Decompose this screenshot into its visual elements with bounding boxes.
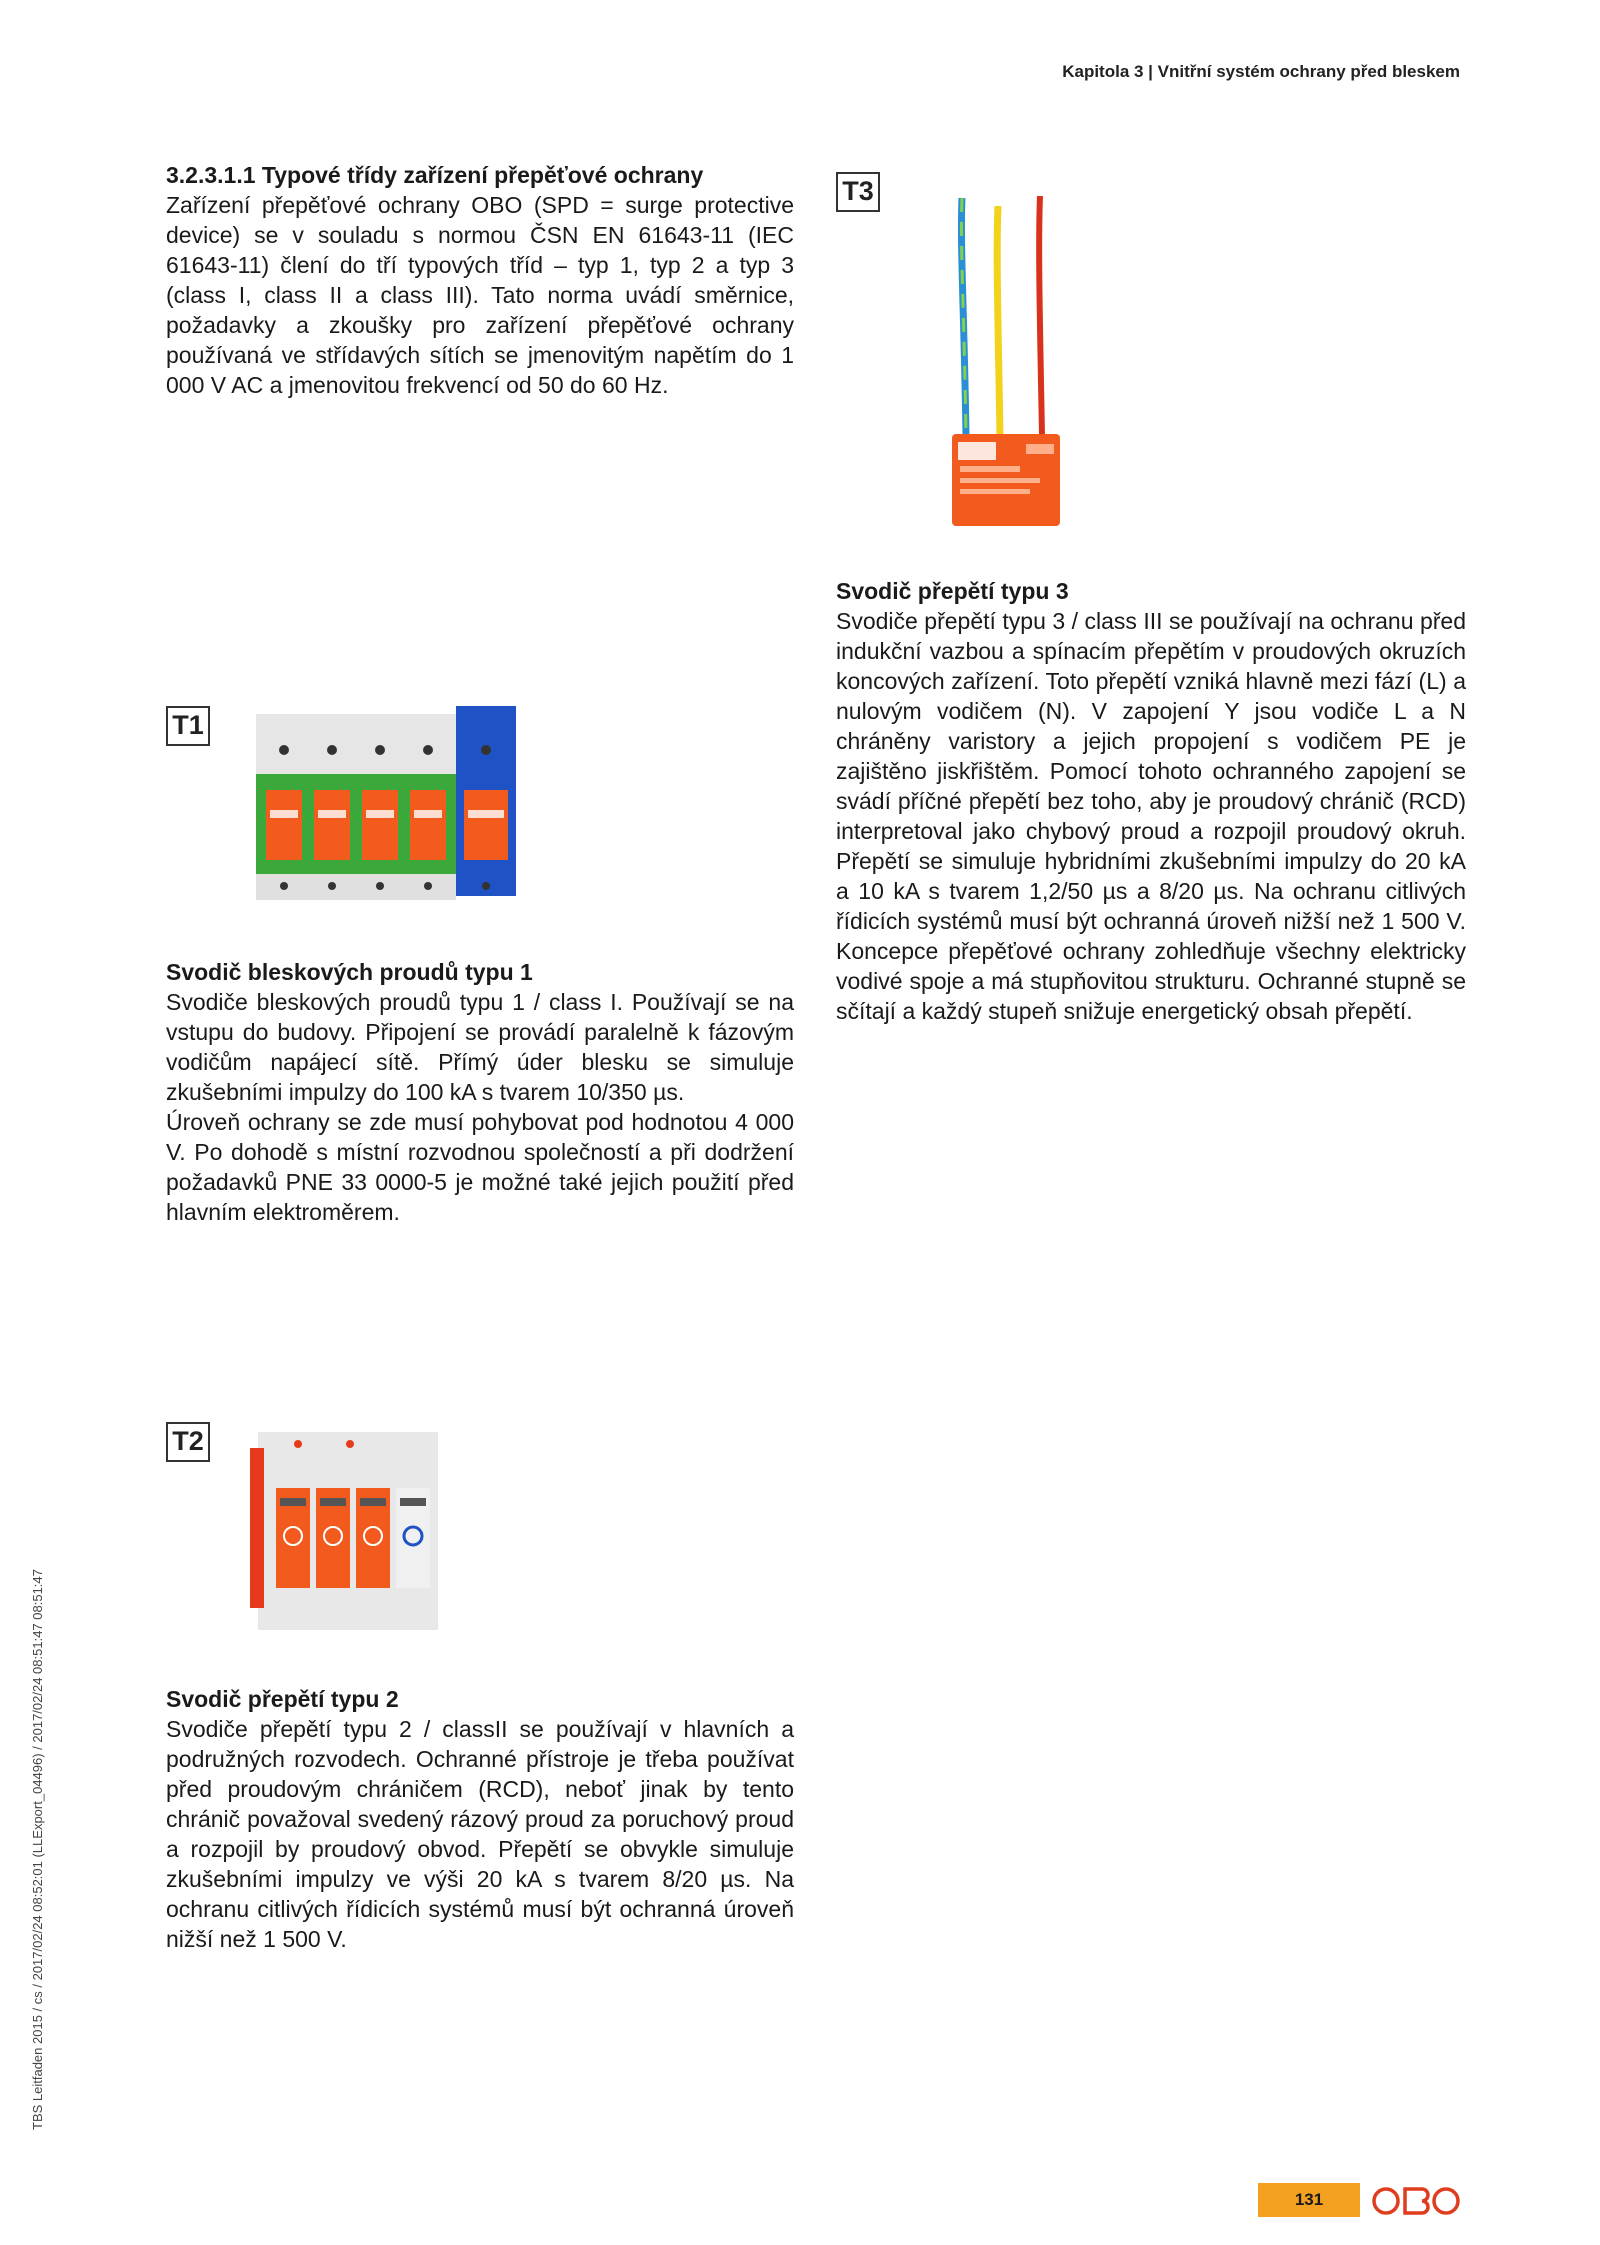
type-3-section [836,576,1466,1026]
type-2-heading: Svodič přepětí typu 2 [166,1686,399,1712]
type-1-heading: Svodič bleskových proudů typu 1 [166,959,533,985]
type-2-paragraph: Svodiče přepětí typu 2 / classII se používají v hlavních a podružných rozvodech. Ochranné přístroje je třeba používat před proudovým chráničem (RCD), neboť jinak by tento chránič považoval svedený rázový proud za poruchový proud a rozpojil by proudový obvod. Přepětí se obvykle simuluje zkušebními impulzy ve výši 20 kA s tvarem 8/20 µs. Na ochranu citlivých řídicích systémů musí být ochranná úroveň nižší než 1 500 V. [166,1716,794,1952]
print-metadata-vertical: TBS Leitfaden 2015 / cs / 2017/02/24 08:52:01 (LLExport_04496) / 2017/02/24 08:51:47 08:51:47 [30,1569,45,2130]
type-1-paragraph-1: Svodiče bleskových proudů typu 1 / class I. Používají se na vstupu do budovy. Připojení se provádí paralelně k fázovým vodičům napájecí sítě. Přímý úder blesku se simuluje zkušebními impulzy do 100 kA s tvarem 10/350 µs. [166,989,794,1105]
intro-paragraph: Zařízení přepěťové ochrany OBO (SPD = surge protective device) se v souladu s normou ČSN EN 61643-11 (IEC 61643-11) člení do tří typových tříd – typ 1, typ 2 a typ 3 (class I, class II a class III). Tato norma uvádí směrnice, požadavky a zkoušky pro zařízení přepěťové ochrany používaná ve střídavých sítích se jmenovitým napětím do 1 000 V AC a jmenovitou frekvencí od 50 do 60 Hz. [166,192,794,398]
page-number: 131 [1258,2183,1360,2217]
chapter-header: Kapitola 3 | Vnitřní systém ochrany před bleskem [1062,62,1460,81]
type-3-device-image [930,186,1080,531]
type-1-paragraph-2: Úroveň ochrany se zde musí pohybovat pod hodnotou 4 000 V. Po dohodě s místní rozvodnou společností a při dodržení požadavků PNE 33 0000-5 je možné také jejich použití před hlavním elektroměrem. [166,1109,794,1225]
type-1-section [166,957,794,1227]
section-heading: 3.2.3.1.1 Typové třídy zařízení přepěťové ochrany [166,162,704,188]
type-1-device-image [250,700,530,905]
type-3-heading: Svodič přepětí typu 3 [836,578,1069,604]
type-2-device-image [250,1418,460,1636]
type-2-tag: T2 [166,1422,210,1462]
type-1-tag: T1 [166,706,210,746]
type-2-section [166,1684,794,1954]
intro-section [166,160,794,400]
type-3-tag: T3 [836,172,880,212]
obo-logo [1372,2186,1462,2216]
type-3-paragraph: Svodiče přepětí typu 3 / class III se používají na ochranu před indukční vazbou a spínacím přepětím v proudových okruzích koncových zařízení. Toto přepětí vzniká hlavně mezi fází (L) a nulovým vodičem (N). V zapojení Y jsou vodiče L a N chráněny varistory a jejich propojení s vodičem PE je zajištěno jiskřištěm. Pomocí tohoto ochranného zapojení se svádí příčné přepětí bez toho, aby je proudový chránič (RCD) interpretoval jako chybový proud a rozpojil proudový okruh. Přepětí se simuluje hybridními zkušebními impulzy do 20 kA a 10 kA s tvarem 1,2/50 µs a 8/20 µs. Na ochranu citlivých řídicích systémů musí být ochranná úroveň nižší než 1 500 V. Koncepce přepěťové ochrany zohledňuje všechny elektricky vodivé spoje a má stupňovitou strukturu. Ochranné stupně se sčítají a každý stupeň snižuje energetický obsah přepětí. [836,608,1466,1024]
